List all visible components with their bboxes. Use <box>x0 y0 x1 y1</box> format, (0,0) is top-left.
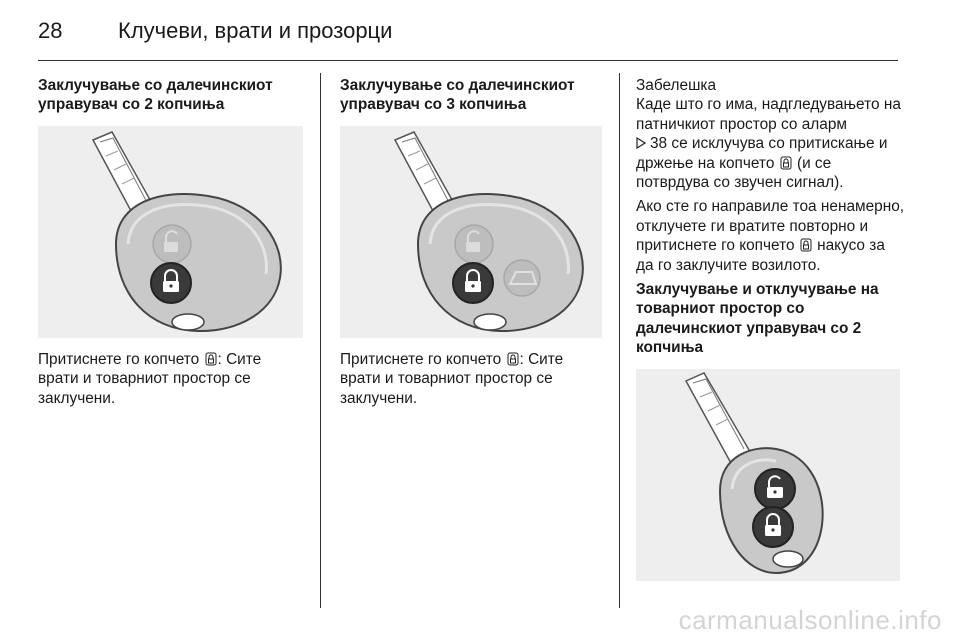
note-text: Каде што го има, надгледувањето на патничкиот простор со аларм <box>636 96 901 133</box>
unlock-button-icon <box>455 225 493 263</box>
lock-icon <box>205 352 217 366</box>
watermark: carmanualsonline.info <box>678 605 942 635</box>
column-divider-2 <box>619 73 620 608</box>
unlock-button-icon <box>153 225 191 263</box>
unlock-button-icon <box>755 469 795 509</box>
page-title: Клучеви, врати и прозорци <box>118 18 393 43</box>
page-number: 28 <box>38 18 63 43</box>
note-title: Забелешка <box>636 77 717 94</box>
column-divider-1 <box>320 73 321 608</box>
text-before: Притиснете го копчето <box>340 350 502 368</box>
key-fob-icon <box>116 194 281 331</box>
text-after: : Сите врати и товарниот простор се заклучени. <box>340 350 564 407</box>
column-2-button-remote <box>38 76 306 408</box>
text-before: Притиснете го копчето <box>38 350 200 368</box>
section-text <box>38 350 306 408</box>
lock-button-icon <box>453 263 493 303</box>
lock-icon <box>780 156 792 170</box>
lock-button-icon <box>151 263 191 303</box>
section-heading: Заклучување со далечинскиот управувач со 3 копчиња <box>340 77 575 114</box>
note-text: (и се потврдува со звучен сигнал). <box>636 154 844 192</box>
note-text: 38 се исклучува со притискање и држење на копчето <box>636 135 888 172</box>
section-heading: Заклучување со далечинскиот управувач со 2 копчиња <box>38 77 273 114</box>
note-text: Ако сте го направиле тоа ненамерно, отклучете ги вратите повторно и притиснете го копчето <box>636 198 905 255</box>
key-fob-icon <box>418 194 583 331</box>
key-3-button-image <box>340 126 602 338</box>
lock-button-icon <box>753 507 793 547</box>
key-2-button-image <box>38 126 303 338</box>
key-blade-icon <box>686 373 752 465</box>
lock-icon <box>800 238 812 252</box>
section-text <box>340 350 602 408</box>
text-after: : Сите врати и товарниот простор се заклучени. <box>38 350 262 407</box>
key-trunk-image <box>636 369 900 581</box>
trunk-button-icon <box>504 260 540 296</box>
note-paragraph-1 <box>636 95 906 192</box>
note-paragraph-2 <box>636 197 906 275</box>
reference-arrow-icon <box>636 137 646 149</box>
lock-icon <box>507 352 519 366</box>
section-heading: Заклучување и отклучување на товарниот простор со далечинскиот управувач со 2 копчиња <box>636 281 879 357</box>
header-rule <box>38 60 898 61</box>
column-3-button-remote <box>340 76 602 408</box>
column-note-and-trunk <box>636 76 906 581</box>
note-text: накусо за да го заклучите возилото. <box>636 237 885 274</box>
